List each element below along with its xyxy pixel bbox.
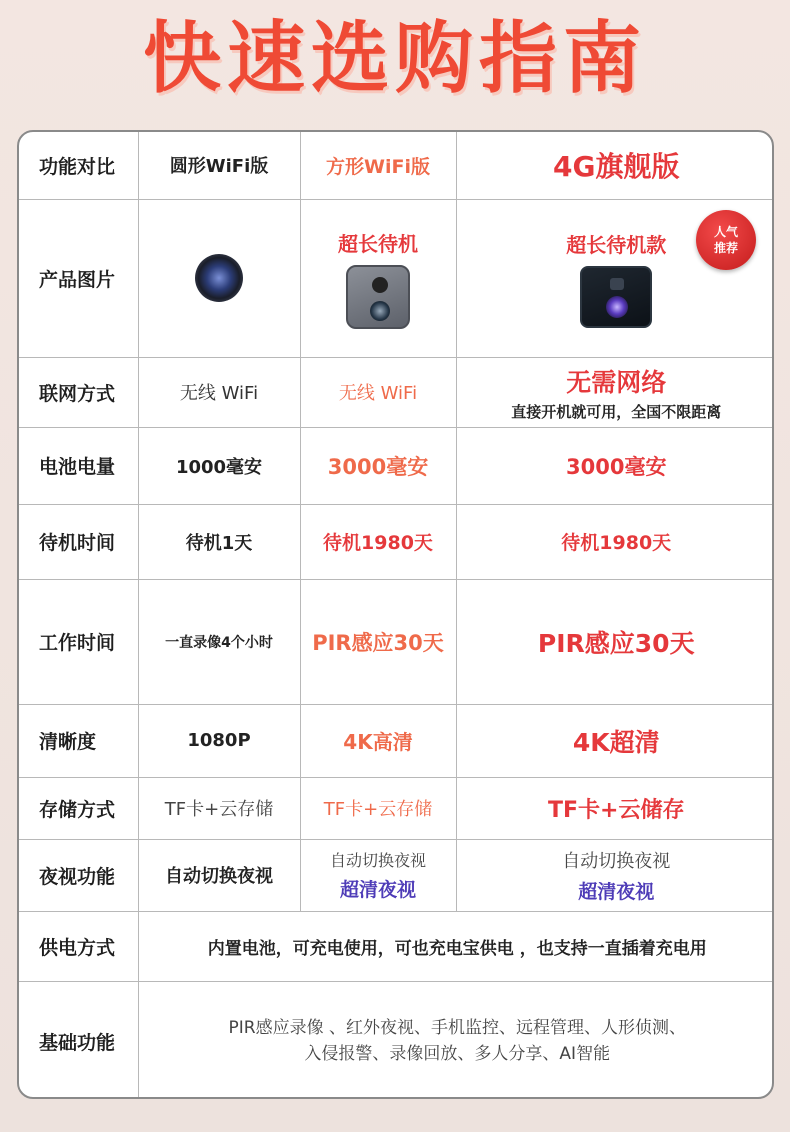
row-storage: [19, 777, 774, 839]
row-network: [19, 357, 774, 427]
row-product-image: [19, 199, 774, 357]
cell-round: 一直录像4个小时: [138, 579, 300, 704]
cell-round: 待机1天: [138, 504, 300, 579]
cell-main-text: 自动切换夜视: [562, 850, 671, 872]
row-label: 待机时间: [19, 504, 138, 579]
cell-features-value: [138, 981, 774, 1099]
comparison-table: [17, 130, 774, 1099]
row-clarity: [19, 704, 774, 777]
row-label: 夜视功能: [19, 839, 138, 911]
square-camera-image: [346, 265, 410, 329]
cell-power-value: 内置电池，可充电使用，可也充电宝供电 ，也支持一直插着充电用: [138, 911, 774, 981]
cell-4g: 3000毫安: [456, 427, 774, 504]
cell-main-text: 无需网络: [566, 367, 667, 397]
image-title: 超长待机: [338, 231, 418, 256]
features-line: PIR感应录像 、红外夜视、手机监控、远程管理、人形侦测、: [228, 1018, 686, 1039]
image-cell-4g: [456, 199, 774, 357]
4g-camera-image: [580, 266, 652, 328]
header-label: 功能对比: [19, 132, 138, 199]
cell-4g: [456, 357, 774, 427]
cell-square: 无线 WiFi: [300, 357, 456, 427]
cell-square: TF卡+云存储: [300, 777, 456, 839]
round-camera-image: [195, 254, 243, 302]
cell-square: 3000毫安: [300, 427, 456, 504]
cell-round: 无线 WiFi: [138, 357, 300, 427]
image-cell-round: [138, 199, 300, 357]
row-label: 清晰度: [19, 704, 138, 777]
cell-round: 自动切换夜视: [138, 839, 300, 911]
features-line: 入侵报警、录像回放、多人分享、AI智能: [304, 1044, 611, 1065]
row-nightvision: [19, 839, 774, 911]
cell-square: 4K高清: [300, 704, 456, 777]
cell-4g: TF卡+云储存: [456, 777, 774, 839]
row-label: 基础功能: [19, 981, 138, 1099]
cell-highlight-text: 超清夜视: [339, 879, 416, 901]
cell-4g: [456, 839, 774, 911]
row-standby: [19, 504, 774, 579]
cell-round: 1080P: [138, 704, 300, 777]
header-row: [19, 132, 774, 199]
cell-square: 待机1980天: [300, 504, 456, 579]
image-cell-square: [300, 199, 456, 357]
row-features: [19, 981, 774, 1099]
cell-round: TF卡+云存储: [138, 777, 300, 839]
row-power: [19, 911, 774, 981]
cell-main-text: 自动切换夜视: [329, 851, 426, 870]
row-label: 工作时间: [19, 579, 138, 704]
row-battery: [19, 427, 774, 504]
cell-4g: PIR感应30天: [456, 579, 774, 704]
col-header-round-wifi: 圆形WiFi版: [138, 132, 300, 199]
page-title: 快速选购指南: [142, 14, 647, 104]
cell-square: [300, 839, 456, 911]
row-label: 存储方式: [19, 777, 138, 839]
row-label: 电池电量: [19, 427, 138, 504]
col-header-4g-flagship: 4G旗舰版: [456, 132, 774, 199]
row-label: 产品图片: [19, 199, 138, 357]
cell-sub-text: 直接开机就可用，全国不限距离: [511, 402, 722, 421]
cell-square: PIR感应30天: [300, 579, 456, 704]
popular-badge: [696, 210, 756, 270]
cell-highlight-text: 超清夜视: [578, 880, 655, 903]
badge-text: 人气: [713, 224, 738, 239]
image-title: 超长待机款: [566, 232, 667, 257]
row-worktime: [19, 579, 774, 704]
row-label: 供电方式: [19, 911, 138, 981]
cell-round: 1000毫安: [138, 427, 300, 504]
badge-text: 推荐: [713, 240, 738, 255]
col-header-square-wifi: 方形WiFi版: [300, 132, 456, 199]
row-label: 联网方式: [19, 357, 138, 427]
cell-4g: 4K超清: [456, 704, 774, 777]
cell-4g: 待机1980天: [456, 504, 774, 579]
